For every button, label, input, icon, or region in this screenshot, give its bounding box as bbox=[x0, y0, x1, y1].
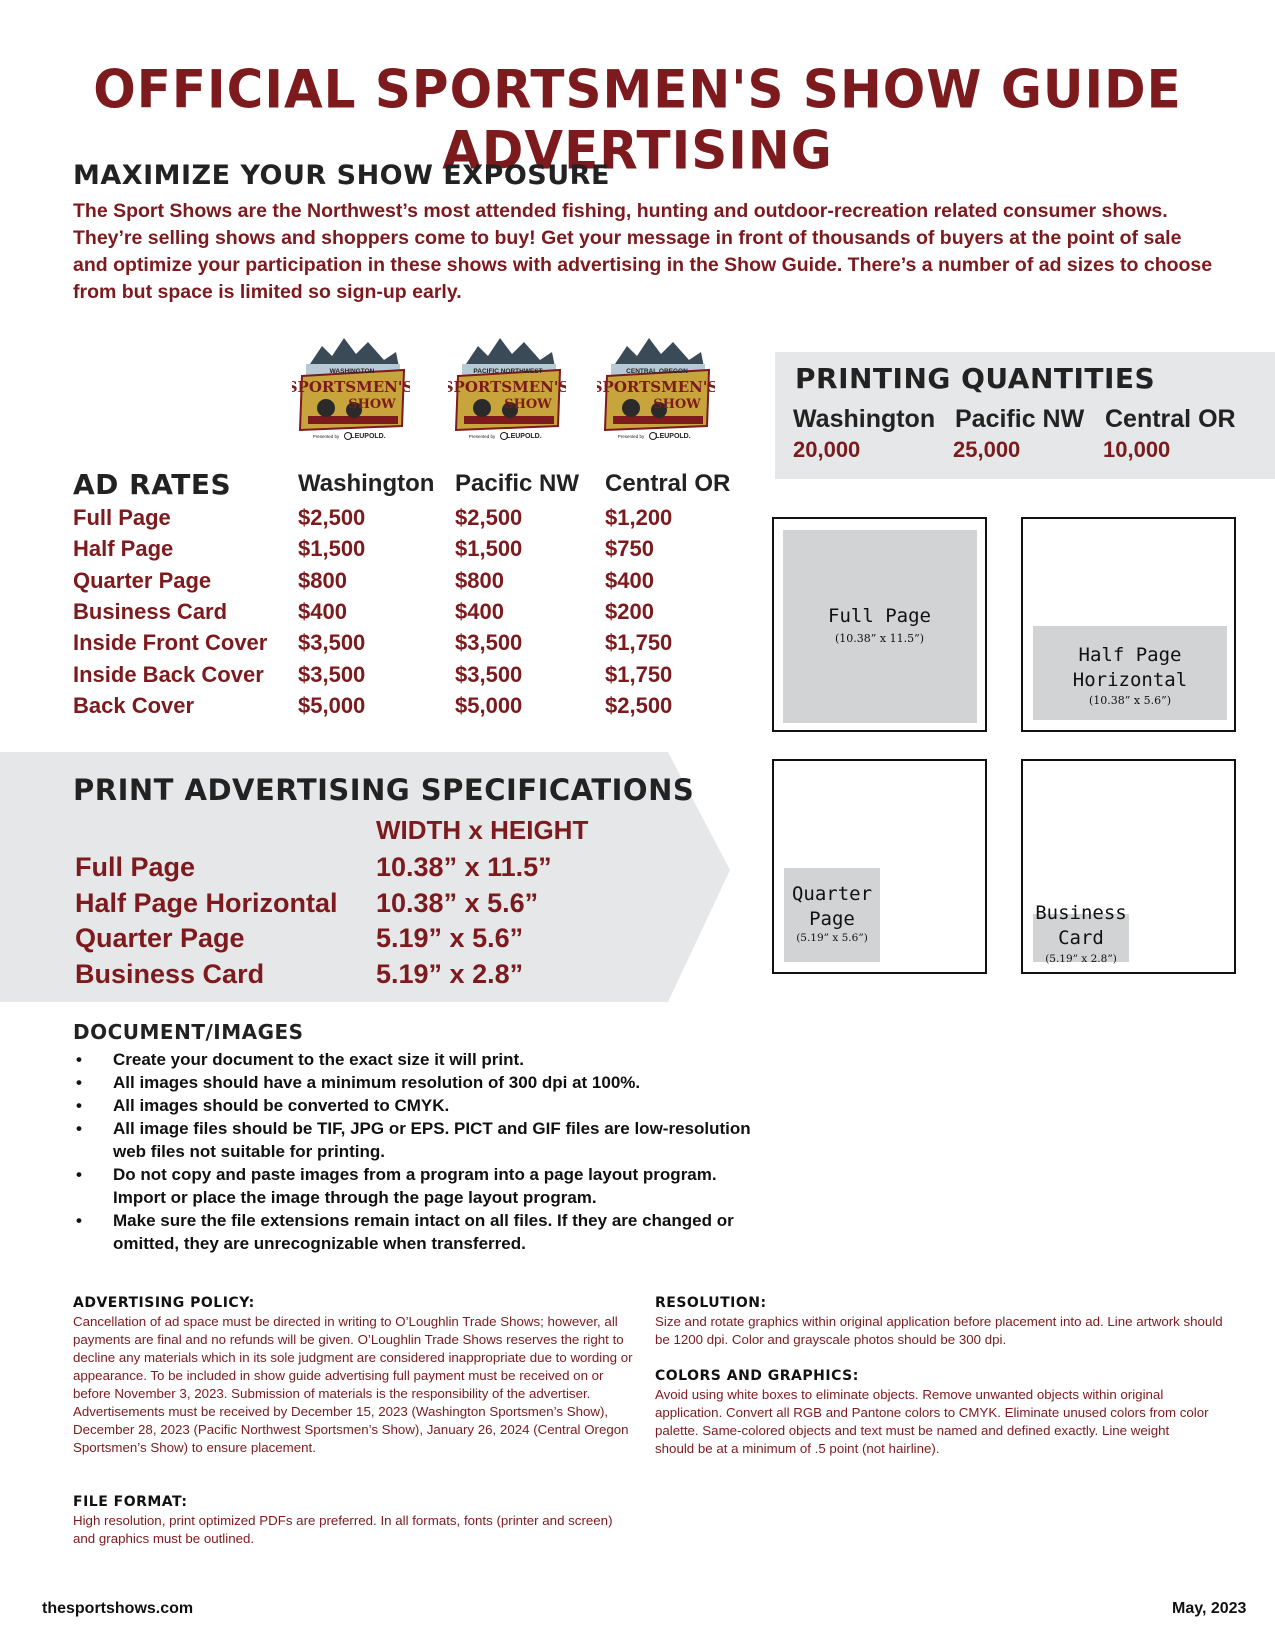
doc-images-item: • All images should have a minimum resolution of 300 dpi at 100%. bbox=[73, 1071, 773, 1094]
rates-col-washington: Washington bbox=[298, 470, 435, 497]
spec-name: Business Card bbox=[75, 958, 265, 989]
logo-sub-text: SHOW bbox=[348, 397, 396, 412]
file-format-body: High resolution, print optimized PDFs are preferred. In all formats, fonts (printer and screen) and graphics must be outlined. bbox=[73, 1513, 613, 1546]
business-card-diagram-dim: (5.19” x 2.8”) bbox=[1045, 953, 1117, 965]
show-logo-art bbox=[448, 330, 566, 448]
logo-top-text: CENTRAL OREGON bbox=[626, 368, 688, 375]
logo-sponsor-text: LEUPOLD. bbox=[506, 433, 542, 440]
rate-name: Inside Front Cover bbox=[73, 630, 268, 656]
rate-row bbox=[0, 662, 700, 693]
doc-images-item: • All image files should be TIF, JPG or EPS. PICT and GIF files are low-resolution web files not suitable for printing. bbox=[73, 1117, 773, 1163]
logo-sponsor-text: LEUPOLD. bbox=[350, 433, 386, 440]
quarter-page-diagram bbox=[772, 759, 987, 974]
rates-col-central-or: Central OR bbox=[605, 470, 731, 497]
rate-value: $2,500 bbox=[605, 692, 673, 718]
quarter-page-diagram-label-2: Page bbox=[809, 908, 855, 930]
half-page-diagram-label-1: Half Page bbox=[1078, 644, 1182, 666]
rate-name: Business Card bbox=[73, 598, 228, 624]
footer-website[interactable]: thesportshows.com bbox=[42, 1600, 194, 1617]
rate-value: $800 bbox=[298, 567, 347, 593]
rate-name: Quarter Page bbox=[73, 567, 212, 593]
rate-row bbox=[0, 630, 700, 661]
rate-value: $3,500 bbox=[455, 661, 523, 687]
colors-heading: COLORS AND GRAPHICS: bbox=[655, 1368, 859, 1384]
pq-value-pacific-nw: 25,000 bbox=[953, 437, 1021, 462]
logo-top-text: WASHINGTON bbox=[329, 368, 375, 375]
show-logo-art bbox=[597, 330, 715, 448]
spec-dimensions: 10.38” x 11.5” bbox=[376, 852, 552, 882]
rate-row bbox=[0, 599, 700, 630]
rate-row bbox=[0, 693, 700, 724]
rate-value: $1,500 bbox=[298, 536, 366, 562]
rate-row bbox=[0, 505, 700, 536]
printing-quantities-heading: PRINTING QUANTITIES bbox=[795, 362, 1156, 395]
half-page-diagram-dim: (10.38” x 5.6”) bbox=[1088, 694, 1171, 707]
rate-value: $2,500 bbox=[455, 505, 523, 530]
quarter-page-diagram-label-1: Quarter bbox=[791, 883, 873, 905]
doc-images-item: • Do not copy and paste images from a program into a page layout program. Import or place the image through the page layout program. bbox=[73, 1163, 773, 1209]
business-card-diagram bbox=[1021, 759, 1236, 974]
rate-value: $1,750 bbox=[605, 630, 673, 656]
full-page-diagram bbox=[772, 517, 987, 732]
logo-presented-text: Presented by bbox=[617, 434, 645, 439]
spec-name: Full Page bbox=[75, 852, 196, 882]
logo-main-text: SPORTSMEN'S bbox=[292, 378, 410, 396]
rate-value: $3,500 bbox=[455, 630, 523, 656]
logo-presented-text: Presented by bbox=[312, 434, 340, 439]
rate-value: $400 bbox=[298, 598, 347, 624]
pq-value-central-or: 10,000 bbox=[1103, 437, 1171, 462]
half-page-diagram bbox=[1021, 517, 1236, 732]
rates-col-pacific-nw: Pacific NW bbox=[455, 470, 580, 497]
policy-heading: ADVERTISING POLICY: bbox=[73, 1295, 255, 1311]
quarter-page-diagram-dim: (5.19” x 5.6”) bbox=[796, 932, 868, 944]
page-title: OFFICIAL SPORTSMEN'S SHOW GUIDE ADVERTISING bbox=[93, 59, 1182, 181]
rate-name: Half Page bbox=[73, 536, 174, 562]
rate-row bbox=[0, 536, 700, 567]
rate-value: $2,500 bbox=[298, 505, 366, 530]
footer-date: May, 2023 bbox=[1172, 1600, 1247, 1617]
show-logo-art bbox=[292, 330, 410, 448]
pq-name-central-or: Central OR bbox=[1105, 405, 1236, 433]
rate-value: $5,000 bbox=[455, 692, 523, 718]
logo-top-text: PACIFIC NORTHWEST bbox=[473, 368, 543, 375]
logo-sub-text: SHOW bbox=[504, 397, 552, 412]
rate-value: $1,200 bbox=[605, 505, 673, 530]
logo-presented-text: Presented by bbox=[468, 434, 496, 439]
intro-heading: MAXIMIZE YOUR SHOW EXPOSURE bbox=[73, 160, 610, 191]
rate-value: $5,000 bbox=[298, 692, 366, 718]
resolution-heading: RESOLUTION: bbox=[655, 1295, 767, 1311]
rate-value: $750 bbox=[605, 536, 654, 562]
doc-images-item: • Make sure the file extensions remain intact on all files. If they are changed or omitted, they are unrecognizable when transferred. bbox=[73, 1209, 773, 1255]
specs-heading: PRINT ADVERTISING SPECIFICATIONS bbox=[73, 773, 695, 807]
business-card-diagram-label-1: Business bbox=[1035, 902, 1127, 924]
full-page-diagram-label: Full Page bbox=[828, 605, 931, 627]
rate-value: $1,750 bbox=[605, 661, 673, 687]
doc-images-item: • All images should be converted to CMYK. bbox=[73, 1094, 773, 1117]
ad-rates-heading: AD RATES bbox=[73, 468, 232, 501]
logo-sub-text: SHOW bbox=[653, 397, 701, 412]
spec-name: Half Page Horizontal bbox=[75, 887, 338, 918]
policy-body: Cancellation of ad space must be directed in writing to O’Loughlin Trade Shows; however, all payments are final and no refunds will be given. O’Loughlin Trade Shows reserves the right to decline any materials which in its sole judgment are considered inappropriate due to wording or appearance. To be included in show guide advertising full payment must be received on or before November 3, 2023. Submission of materials is the responsibility of the advertiser. Advertisements must be received by December 15, 2023 (Washington Sportsmen’s Show), December 28, 2023 (Pacific Northwest Sportsmen’s Show), January 26, 2024 (Central Oregon Sportsmen’s Show) to ensure placement. bbox=[73, 1314, 633, 1455]
rate-value: $400 bbox=[455, 598, 504, 624]
pq-value-washington: 20,000 bbox=[793, 437, 861, 462]
rate-name: Back Cover bbox=[73, 692, 195, 718]
rate-name: Inside Back Cover bbox=[73, 661, 264, 687]
doc-images-list bbox=[73, 1048, 773, 1255]
rate-value: $400 bbox=[605, 567, 654, 593]
full-page-diagram-dim: (10.38” x 11.5”) bbox=[834, 632, 924, 645]
file-format-heading: FILE FORMAT: bbox=[73, 1494, 188, 1510]
spec-dimensions: 5.19” x 2.8” bbox=[376, 958, 524, 989]
spec-name: Quarter Page bbox=[75, 923, 245, 953]
show-logo bbox=[292, 330, 410, 448]
resolution-body: Size and rotate graphics within original application before placement into ad. Line artwork should be 1200 dpi. Color and grayscale photos should be 300 dpi. bbox=[655, 1314, 1223, 1347]
show-logo bbox=[448, 330, 566, 448]
pq-name-washington: Washington bbox=[793, 405, 936, 433]
specs-subheading: WIDTH x HEIGHT bbox=[376, 815, 589, 845]
half-page-diagram-label-2: Horizontal bbox=[1072, 669, 1188, 691]
logo-sponsor-text: LEUPOLD. bbox=[655, 433, 691, 440]
intro-paragraph: The Sport Shows are the Northwest’s most attended fishing, hunting and outdoor-recreation related consumer shows. They’re selling shows and shoppers come to buy! Get your message in front of thousands of buyers at the point of sale and optimize your participation in these shows with advertising in the Show Guide. There’s a number of ad sizes to choose from but space is limited so sign-up early. bbox=[73, 200, 1213, 303]
doc-images-heading: DOCUMENT/IMAGES bbox=[73, 1020, 304, 1044]
logo-main-text: SPORTSMEN'S bbox=[597, 378, 715, 396]
rate-name: Full Page bbox=[73, 505, 171, 530]
rate-value: $3,500 bbox=[298, 630, 366, 656]
business-card-diagram-label-2: Card bbox=[1058, 927, 1104, 949]
rate-value: $200 bbox=[605, 598, 654, 624]
pq-name-pacific-nw: Pacific NW bbox=[955, 405, 1085, 433]
colors-body: Avoid using white boxes to eliminate objects. Remove unwanted objects within original application. Convert all RGB and Pantone colors to CMYK. Eliminate unused colors from color palette. Same-colored objects and text must be named and defined exactly. Line weight should be at a minimum of .5 point (not hairline). bbox=[655, 1387, 1209, 1456]
rate-value: $3,500 bbox=[298, 661, 366, 687]
rate-value: $1,500 bbox=[455, 536, 523, 562]
rate-row bbox=[0, 568, 700, 599]
show-logo bbox=[597, 330, 715, 448]
rate-value: $800 bbox=[455, 567, 504, 593]
spec-dimensions: 5.19” x 5.6” bbox=[376, 923, 524, 953]
spec-dimensions: 10.38” x 5.6” bbox=[376, 887, 539, 918]
logo-main-text: SPORTSMEN'S bbox=[448, 378, 566, 396]
doc-images-item: • Create your document to the exact size it will print. bbox=[73, 1048, 773, 1071]
